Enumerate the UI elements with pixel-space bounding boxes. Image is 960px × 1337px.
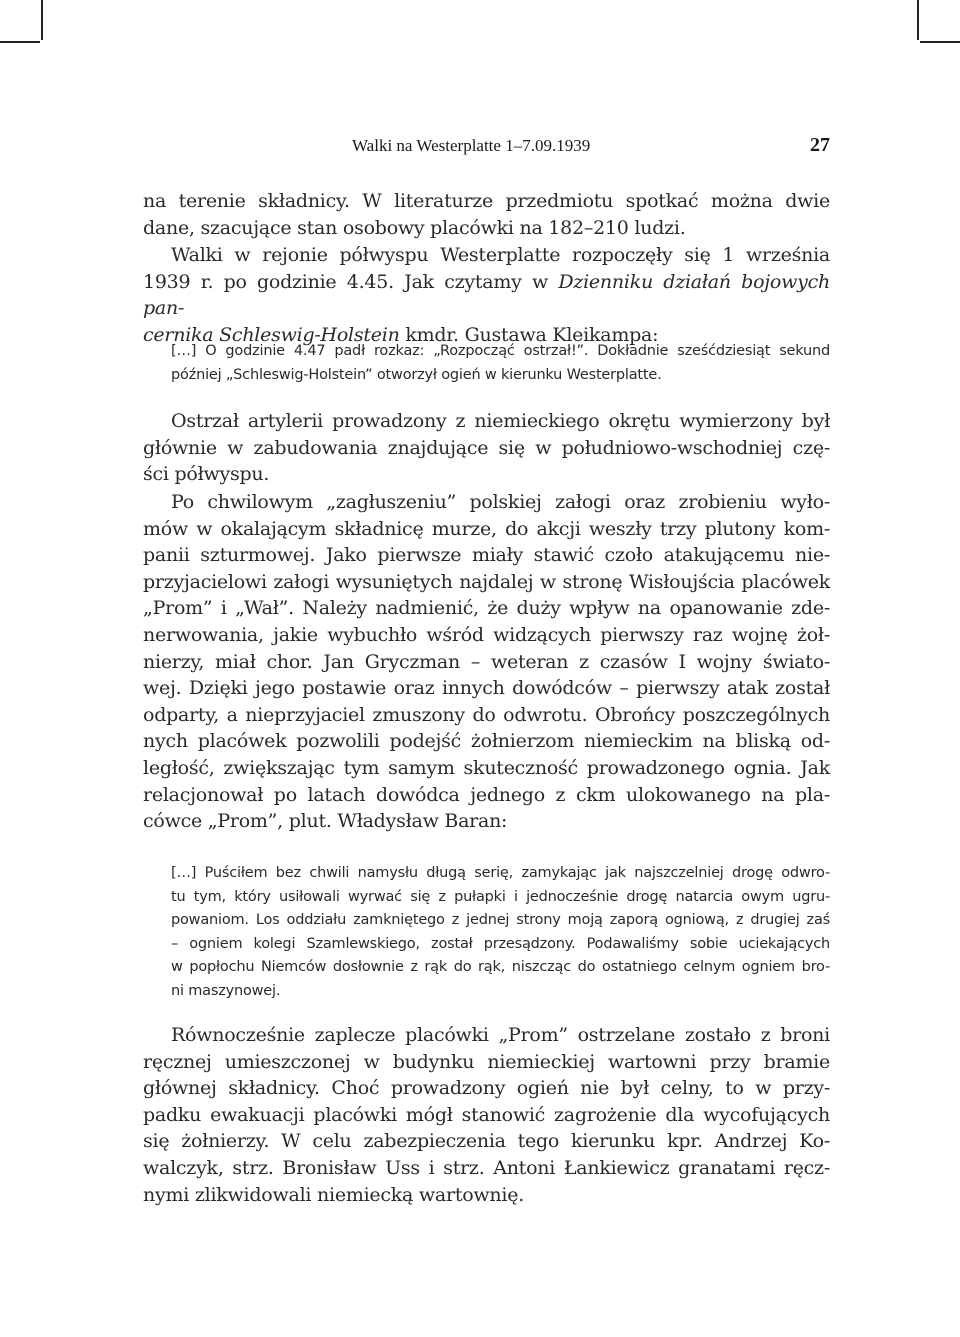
quote-line: powaniom. Los oddziału zamkniętego z jednej strony moją zaporą ogniową, z drugiej zaś [171,912,830,928]
crop-mark-top-right-vertical [917,0,919,40]
text-line: Ostrzał artylerii prowadzony z niemieckiego okrętu wymierzony był [171,410,830,432]
body-paragraph-battle-start [143,242,830,348]
text-run: 1939 r. po godzinie 4.45. Jak czytamy w [143,270,559,293]
text-line: nych placówek pozwolili podejść żołnierzom niemieckim na bliską od- [143,730,830,753]
text-line: padku ewakuacji placówki mógł stanowić zagrożenie dla wycofujących [143,1103,830,1126]
quote-line: później „Schleswig-Holstein” otworzył ogień w kierunku Westerplatte. [171,366,662,383]
text-line: się żołnierzy. W celu zabezpieczenia tego kierunku kpr. Andrzej Ko- [143,1130,830,1153]
text-line: Równocześnie zaplecze placówki „Prom” ostrzelane zostało z broni [171,1024,830,1046]
text-line: mów w okalającym składnicę murze, do akcji weszły trzy plutony kom- [143,517,830,540]
page-number: 27 [810,134,830,156]
body-paragraph-continuation [143,188,830,241]
text-line: ręcznej umieszczonej w budynku niemieckiej wartowni przy bramie [143,1050,830,1073]
crop-mark-top-left-vertical [41,0,43,40]
text-line: odparty, a nieprzyjaciel zmuszony do odwrotu. Obrońcy poszczególnych [143,703,830,726]
quote-line: tu tym, który usiłowali wyrwać się z pułapki i jednocześnie drogę natarcia owym ugru- [171,888,830,905]
text-line: panii szturmowej. Jako pierwsze miały stawić czoło atakującemu nie- [143,544,830,567]
quote-line: w popłochu Niemców dosłownie z rąk do rąk, niszcząc do ostatniego celnym ogniem bro- [171,959,830,975]
crop-mark-top-left [0,41,40,43]
block-quote-baran [171,862,830,1003]
text-line: dane, szacujące stan osobowy placówki na 182–210 ludzi. [143,216,686,239]
body-paragraph-assault [143,489,830,835]
running-title: Walki na Westerplatte 1–7.09.1939 [352,136,591,155]
text-line: cówce „Prom”, plut. Władysław Baran: [143,810,508,833]
text-line: głównej składnicy. Choć prowadzony ogień nie był celny, to w przy- [143,1077,830,1100]
text-line: nymi zlikwidowali niemiecką wartownię. [143,1183,525,1206]
text-line: nierzy, miał chor. Jan Gryczman – weteran z czasów I wojny świato- [143,650,830,673]
text-line: Po chwilowym „zagłuszeniu” polskiej załogi oraz zrobieniu wyło- [171,491,830,513]
text-line: relacjonował po latach dowódca jednego z ckm ulokowanego na pla- [143,783,830,806]
body-paragraph-prom-rear [143,1022,830,1208]
text-line: ległość, zwiększając tym samym skuteczność prowadzonego ognia. Jak [143,756,830,779]
ship-name-italic: cernika Schleswig-Holstein [143,323,400,346]
text-line: przyjacielowi załogi wysuniętych najdalej w stronę Wisłoujścia placówek [143,570,830,593]
crop-mark-top-right [920,41,960,43]
text-line: nerwowania, jakie wybuchło wśród widzących pierwszy raz wojnę żoł- [143,623,830,646]
text-line: walczyk, strz. Bronisław Uss i strz. Antoni Łankiewicz granatami ręcz- [143,1156,830,1179]
text-line: wej. Dzięki jego postawie oraz innych dowódców – pierwszy atak został [143,677,830,700]
text-line: ści półwyspu. [143,463,270,486]
text-line [143,269,830,322]
text-line: Walki w rejonie półwyspu Westerplatte rozpoczęły się 1 września [171,244,830,266]
quote-line: ni maszynowej. [171,982,281,999]
quote-line: – ogniem kolegi Szamlewskiego, został przesądzony. Podawaliśmy sobie uciekających [171,935,830,952]
text-line: głównie w zabudowania znajdujące się w południowo-wschodniej czę- [143,436,830,459]
text-line: na terenie składnicy. W literaturze przedmiotu spotkać można dwie [143,190,830,212]
page-header [143,134,830,162]
quote-line: […] Puściłem bez chwili namysłu długą serię, zamykając jak najszczelniej drogę odwro- [171,865,830,881]
body-paragraph-artillery [143,408,830,488]
text-run: kmdr. Gustawa Kleikampa: [399,323,659,346]
book-title-italic: Dzienniku działań bojowych pan- [143,270,830,320]
quote-line: […] O godzinie 4.47 padł rozkaz: „Rozpocząć ostrzał!”. Dokładnie sześćdziesiąt sekund [171,343,830,359]
block-quote-ship-diary [171,340,830,387]
text-line: „Prom” i „Wał”. Należy nadmienić, że duży wpływ na opanowanie zde- [143,597,830,620]
